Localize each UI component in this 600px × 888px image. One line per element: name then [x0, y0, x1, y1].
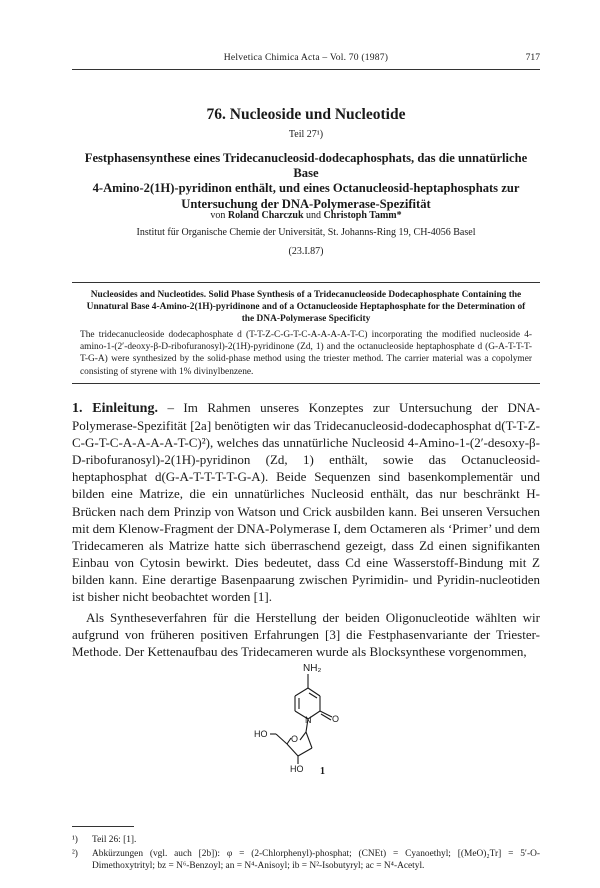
abstract-bottom-rule: [72, 383, 540, 384]
header-rule: [72, 69, 540, 70]
english-title-line: the DNA-Polymerase Specificity: [241, 314, 371, 325]
section-heading: 1. Einleitung.: [72, 401, 158, 416]
received-date: (23.I.87): [288, 246, 324, 257]
english-title: [80, 289, 532, 326]
authors-prefix: von: [210, 210, 226, 221]
authors: [72, 210, 540, 221]
footnote-marker: ¹): [72, 835, 78, 845]
english-title-line: Unnatural Base 4-Amino-2(1H)-pyridinone and of a Octanucleoside Heptaphosphate for the Determination of: [86, 302, 526, 313]
paper-title-line: Festphasensynthese eines Tridecanucleosid-dodecaphosphats, das die unnatürliche Base: [84, 151, 528, 181]
part-number: Teil 27¹): [288, 129, 324, 140]
page-number: 717: [525, 52, 540, 63]
author-name: Christoph Tamm*: [323, 210, 402, 221]
compound-number: 1: [320, 766, 325, 775]
english-abstract: The tridecanucleoside dodecaphosphate d (T-T-Z-C-G-T-C-A-A-A-A-T-C) incorporating the modified nucleoside 4-amino-1-(2′-deoxy-β-D-ribofuranosyl)-2(1H)-pyridinone (Zd, 1) and the octanucleoside heptaphosphate d (G-A-T-T-T-T-G-A) were synthesized by the solid-phase method using the triester method. The carrier material was a copolymer consisting of styrene with 1% divinylbenzene.: [80, 330, 532, 377]
english-title-line: Nucleosides and Nucleotides. Solid Phase Synthesis of a Tridecanucleoside Dodecaphosphate Containing the: [90, 290, 522, 300]
synthesis-paragraph: Als Syntheseverfahren für die Herstellung der beiden Oligonucleotide wählten wir aufgrund von früheren positiven Erfahrungen [3] die Festphasenvariante der Triester-Methode. Der Kettenaufbau des Tridecameren wurde als Blocksynthese vorgenommen,: [72, 610, 540, 660]
journal-title: Helvetica Chimica Acta – Vol. 70 (1987): [223, 52, 389, 63]
series-title: 76. Nucleoside und Nucleotide: [206, 106, 406, 123]
footnote-marker: ²): [72, 849, 78, 859]
footnote-rule: [72, 826, 134, 827]
paper-title-line: 4-Amino-2(1H)-pyridinon enthält, und eines Octanucleosid-heptaphosphats zur: [92, 181, 520, 196]
running-header: [72, 52, 540, 68]
abstract-top-rule: [72, 282, 540, 283]
structure-label: NH₂: [303, 663, 322, 674]
structure-label: N: [305, 715, 312, 725]
introduction-paragraph: [72, 399, 540, 605]
structure-label: HO: [254, 729, 268, 739]
institution: Institut für Organische Chemie der Universität, St. Johanns-Ring 19, CH-4056 Basel: [136, 227, 476, 238]
structure-label: O: [291, 734, 299, 744]
footnote-text: Teil 26: [1].: [92, 835, 137, 845]
structure-label: HO: [290, 764, 304, 774]
footnote-text: Abkürzungen (vgl. auch [2b]): φ = (2-Chlorphenyl)-phosphat; (CNEt) = Cyanoethyl; [(MeO)₂Tr] = 5′-O-Dimethoxytrityl; bz = N⁶-Benzoyl; an = N⁴-Anisoyl; ib = N²-Isobutyryl; ac = N⁴-Acetyl.: [92, 849, 540, 871]
chemical-structure: [240, 660, 380, 775]
authors-connector: und: [306, 210, 322, 221]
paper-title-line: Untersuchung der DNA-Polymerase-Spezifität: [181, 196, 431, 211]
paragraph-text: – Im Rahmen unseres Konzeptes zur Untersuchung der DNA-Polymerase-Spezifität [2a] benötigten wir das Tridecanucleosid-dodecaphosphat d(T-T-Z-C-G-T-C-A-A-A-A-T-C)²), welches das unnatürliche Nucleosid 4-Amino-1-(2′-desoxy-β-D-ribofuranosyl)-2(1H)-pyridinon (Zd, 1) enthält, sowie das Octanucleosid-heptaphosphat d(G-A-T-T-T-T-G-A). Beide Sequenzen sind basenkomplementär und bilden eine Matrize, die ein unnatürliches Nucleosid enthält, das nur beschränkt H-Brücken nach dem Prinzip von Watson und Crick ausbilden kann. Bei unseren Versuchen mit dem Klenow-Fragment der DNA-Polymerase I, dem Octameren als ‘Primer’ und dem Tridecameren als Matrize hatte sich überraschend gezeigt, dass Zd einen signifikanten Einbau von Cytosin bewirkt. Dies bedeutet, dass Cd eine Wasserstoff-Bindung mit Z bilden kann. Eine derartige Basenpaarung zwischen Pyrimidin- und Pyridin-nucleotiden ist bisher nicht beobachtet worden [1].: [72, 400, 540, 605]
paper-title: [72, 151, 540, 212]
structure-label: O: [332, 714, 340, 724]
author-name: Roland Charczuk: [227, 210, 304, 221]
